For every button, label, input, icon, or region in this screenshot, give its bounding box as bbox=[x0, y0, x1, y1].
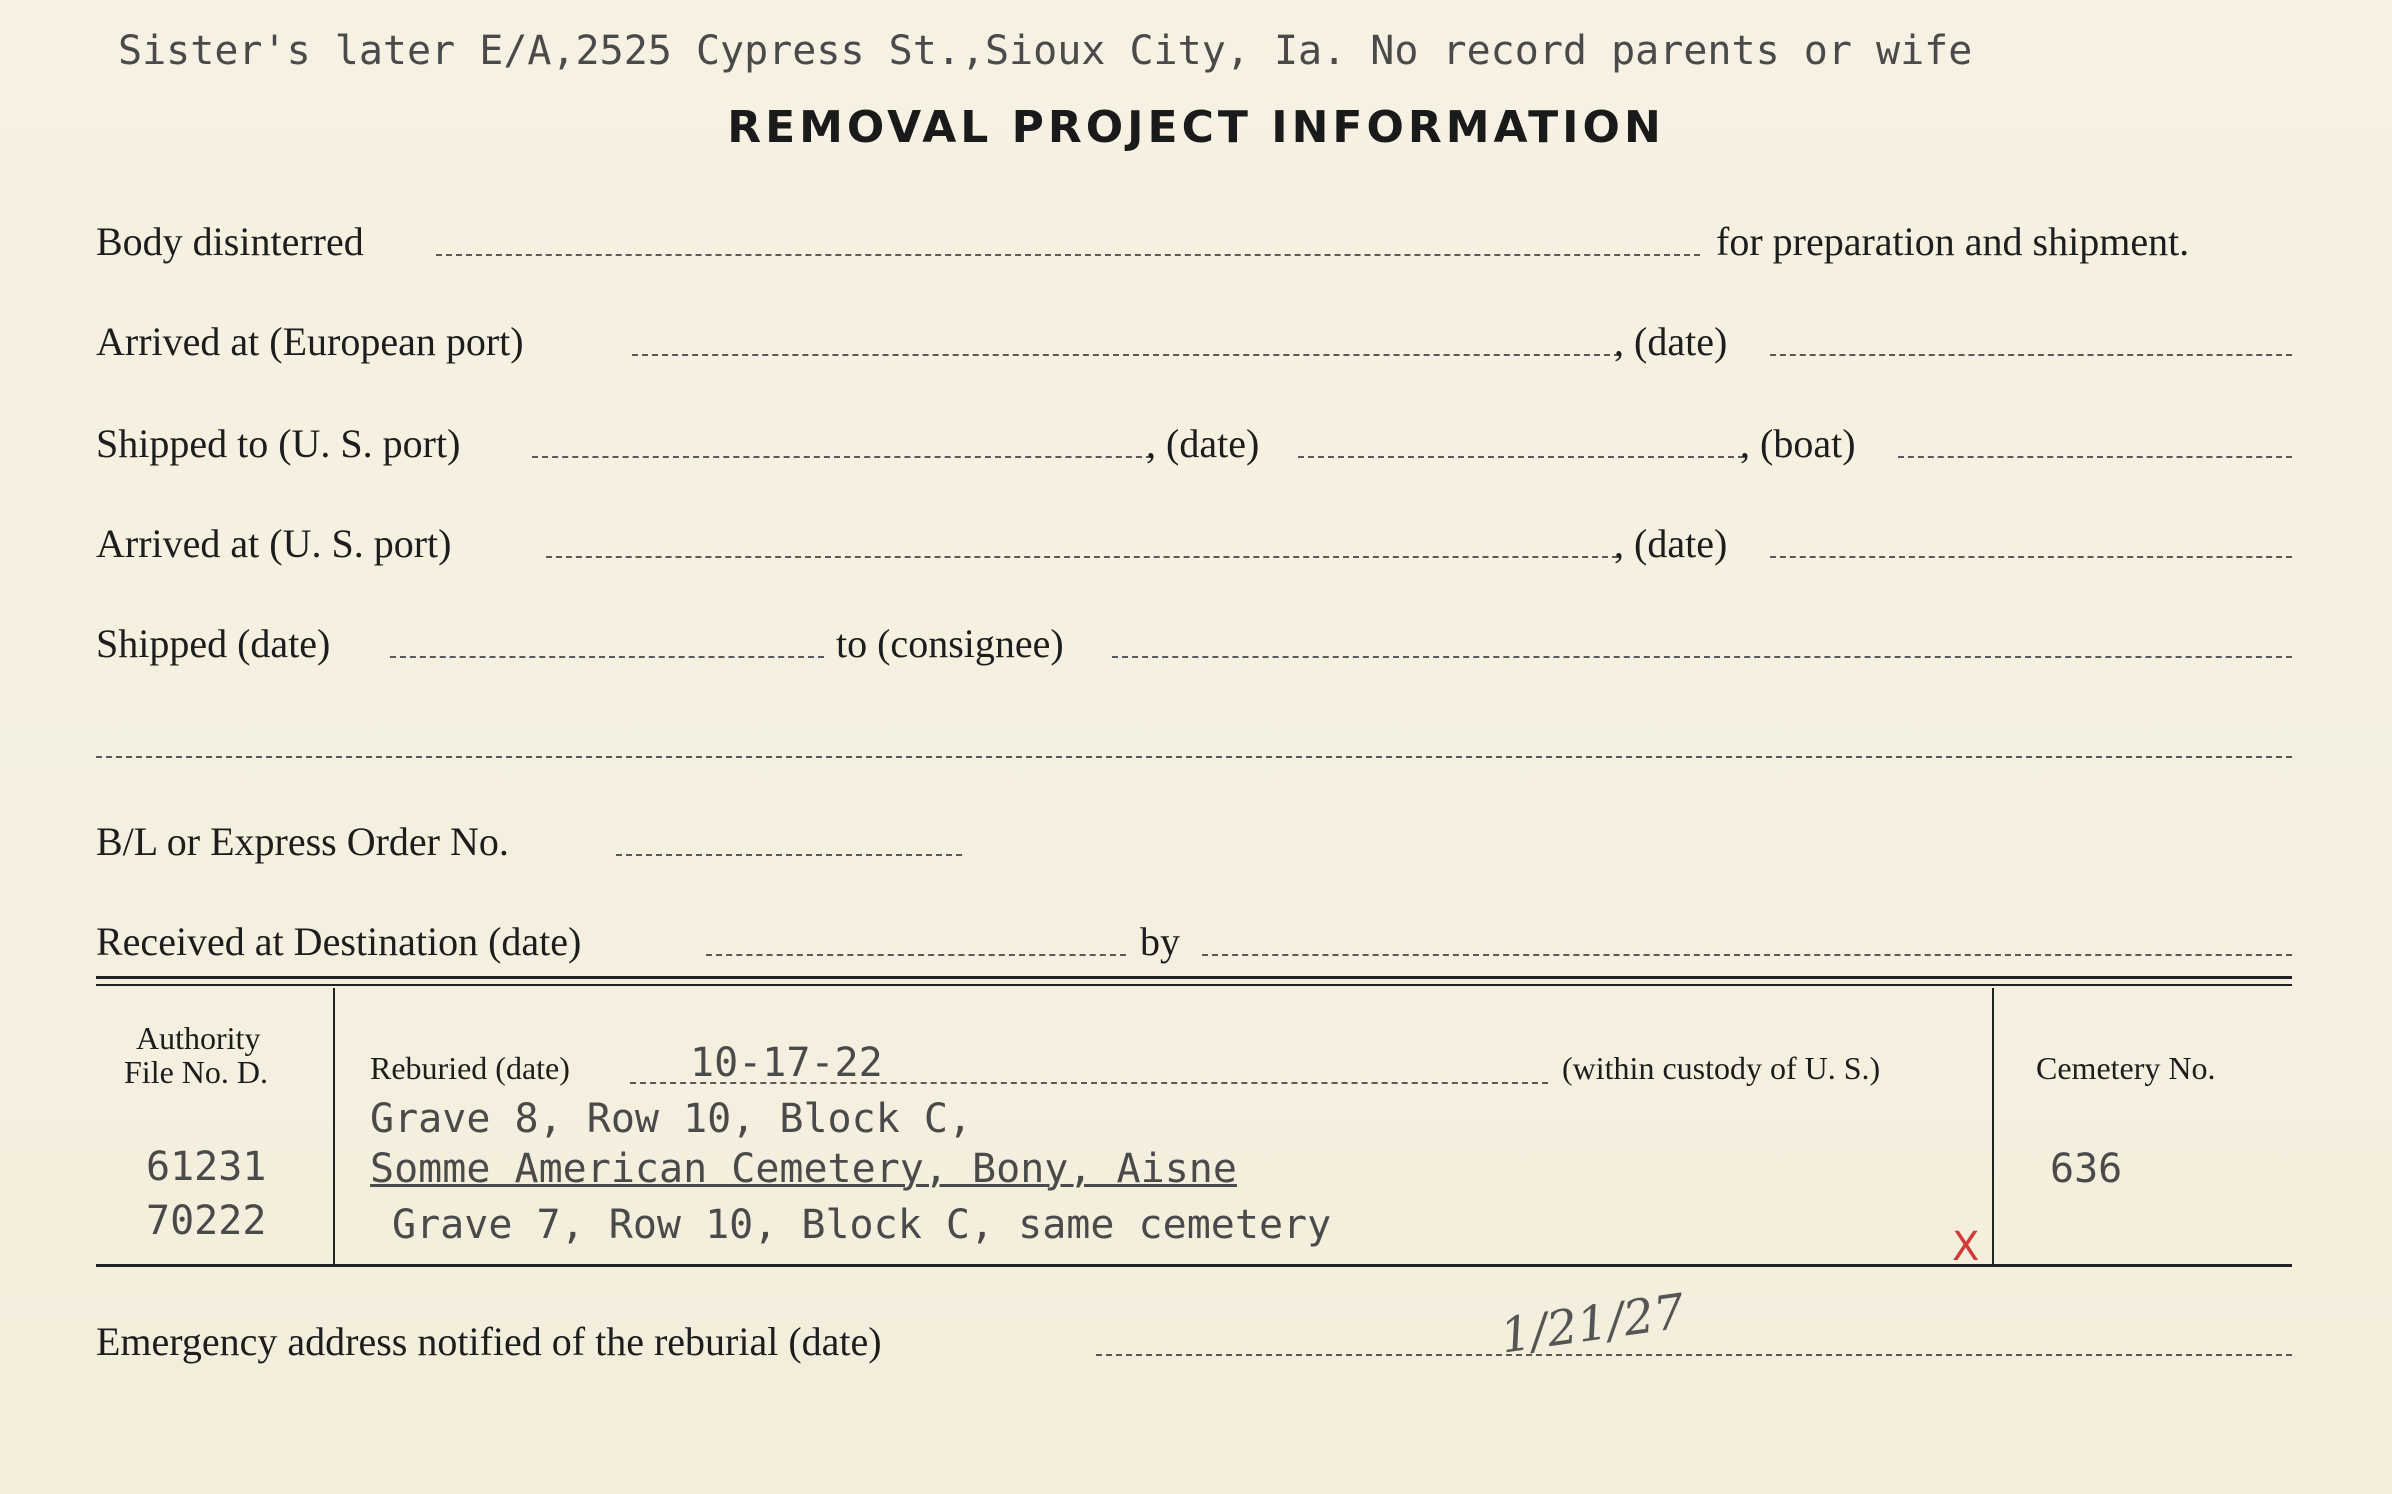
arrived-european-date-label: , (date) bbox=[1614, 319, 1728, 364]
file-no-label: File No. D. bbox=[124, 1054, 268, 1090]
shipped-us-date-label: , (date) bbox=[1146, 421, 1260, 466]
file-no-1: 61231 bbox=[146, 1144, 267, 1190]
custody-label: (within custody of U. S.) bbox=[1562, 1050, 1881, 1086]
arrived-european-date-line bbox=[1770, 354, 2292, 356]
bl-order-line bbox=[616, 854, 962, 856]
arrived-us-date-label: , (date) bbox=[1614, 521, 1728, 566]
table-top-rule-1 bbox=[96, 976, 2292, 979]
reburied-label: Reburied (date) bbox=[370, 1050, 570, 1086]
blank-continuation-line bbox=[96, 756, 2292, 758]
cemetery-no: 636 bbox=[2050, 1146, 2123, 1192]
shipped-date-label: Shipped (date) bbox=[96, 621, 331, 666]
to-consignee-label: to (consignee) bbox=[836, 621, 1064, 666]
for-preparation-label: for preparation and shipment. bbox=[1716, 219, 2190, 264]
shipped-us-boat-line bbox=[1898, 456, 2292, 458]
reburied-date: 10-17-22 bbox=[690, 1040, 883, 1086]
arrived-european-line bbox=[632, 354, 1620, 356]
arrived-european-label: Arrived at (European port) bbox=[96, 319, 524, 364]
table-col-divider-1 bbox=[333, 988, 335, 1264]
received-by-label: by bbox=[1140, 919, 1180, 964]
body-disinterred-label: Body disinterred bbox=[96, 219, 364, 264]
shipped-us-boat-label: , (boat) bbox=[1740, 421, 1856, 466]
arrived-us-line bbox=[546, 556, 1618, 558]
grave-line-1: Grave 8, Row 10, Block C, bbox=[370, 1096, 973, 1142]
received-destination-line bbox=[706, 954, 1126, 956]
grave-line-2: Somme American Cemetery, Bony, Aisne bbox=[370, 1146, 1237, 1192]
card-title bbox=[0, 102, 2392, 153]
received-by-line bbox=[1202, 954, 2292, 956]
emergency-label: Emergency address notified of the reburial (date) bbox=[96, 1319, 882, 1364]
shipped-date-line bbox=[390, 656, 824, 658]
shipped-us-port-label: Shipped to (U. S. port) bbox=[96, 421, 461, 466]
grave-line-3: Grave 7, Row 10, Block C, same cemetery bbox=[392, 1202, 1332, 1248]
body-disinterred-line bbox=[436, 254, 1700, 256]
received-destination-label: Received at Destination (date) bbox=[96, 919, 582, 964]
arrived-us-date-line bbox=[1770, 556, 2292, 558]
table-col-divider-2 bbox=[1992, 988, 1994, 1264]
shipped-us-port-line bbox=[532, 456, 1152, 458]
arrived-us-label: Arrived at (U. S. port) bbox=[96, 521, 452, 566]
emergency-date-line bbox=[1096, 1354, 2292, 1356]
cemetery-no-label: Cemetery No. bbox=[2036, 1050, 2216, 1086]
shipped-us-date-line bbox=[1298, 456, 1744, 458]
emergency-date: 1/21/27 bbox=[1497, 1283, 1689, 1365]
table-top-rule-2 bbox=[96, 984, 2292, 986]
red-check-mark: X bbox=[1952, 1224, 1980, 1270]
header-note: Sister's later E/A,2525 Cypress St.,Sioux City, Ia. No record parents or wife bbox=[118, 28, 1973, 74]
file-no-2: 70222 bbox=[146, 1198, 267, 1244]
card-title-text: REMOVAL PROJECT INFORMATION bbox=[727, 102, 1665, 153]
bl-order-label: B/L or Express Order No. bbox=[96, 819, 509, 864]
to-consignee-line bbox=[1112, 656, 2292, 658]
authority-label: Authority bbox=[136, 1020, 261, 1056]
